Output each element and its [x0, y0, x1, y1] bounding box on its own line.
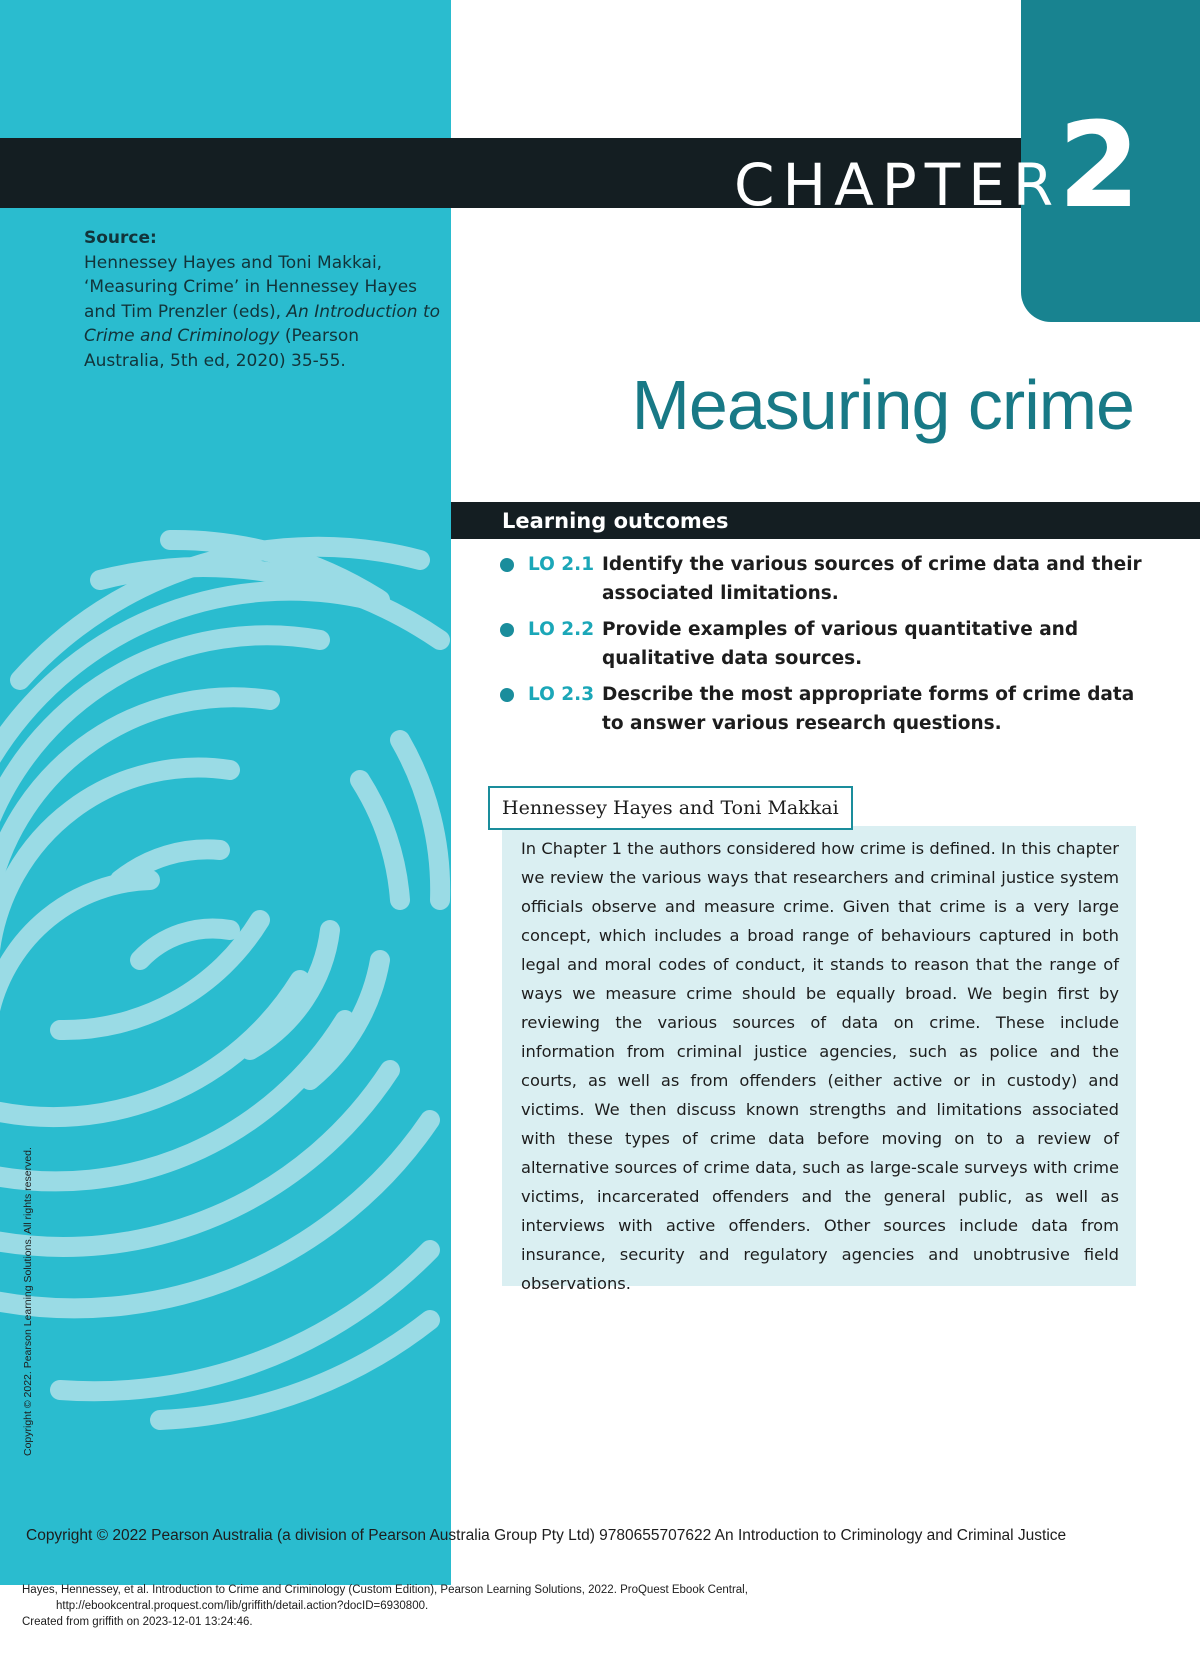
source-label: Source:: [84, 228, 157, 248]
intro-paragraph: In Chapter 1 the authors considered how crime is defined. In this chapter we review the various ways that researchers and criminal justice system officials observe and measure crime. Given that crime is a very large concept, which includes a broad range of behaviours captured in both legal and moral codes of conduct, it stands to reason that the range of ways we measure crime should be equally broad. We begin first by reviewing the various sources of data on crime. These include information from criminal justice agencies, such as police and the courts, as well as from offenders (either active or in custody) and victims. We then discuss known strengths and limitations associated with these types of crime data before moving on to a review of alternative sources of crime data, such as large-scale surveys with crime victims, incarcerated offenders and the general public, as well as interviews with active offenders. Other sources include data from insurance, security and regulatory agencies and unobtrusive field observations.: [521, 839, 1119, 1293]
source-text-start: Hennessey Hayes and Toni Makkai, ‘Measuring Crime’ in Hennessey Hayes and Tim Prenzler (eds),: [84, 252, 418, 322]
bullet-icon: [500, 623, 514, 637]
lo-code: LO 2.2: [528, 619, 595, 640]
bullet-icon: [500, 688, 514, 702]
chapter-title: Measuring crime: [631, 366, 1134, 444]
lo-code: LO 2.3: [528, 684, 595, 705]
citation-line: Hayes, Hennessey, et al. Introduction to Crime and Criminology (Custom Edition), Pearson Learning Solutions, 2022. ProQuest Ebook Central,: [22, 1584, 748, 1596]
bullet-icon: [500, 558, 514, 572]
side-copyright-notice: Copyright © 2022. Pearson Learning Solutions. All rights reserved.: [22, 1147, 34, 1456]
citation-link[interactable]: http://ebookcentral.proquest.com/lib/griffith/detail.action?docID=6930800.: [56, 1600, 429, 1612]
lo-text: Provide examples of various quantitative and qualitative data sources.: [602, 619, 1079, 669]
author-byline: Hennessey Hayes and Toni Makkai: [488, 786, 853, 830]
lo-text: Identify the various sources of crime data and their associated limitations.: [602, 554, 1142, 604]
learning-outcomes-list: [500, 550, 1150, 745]
chapter-label: CHAPTER: [734, 151, 1062, 219]
footer-copyright: Copyright © 2022 Pearson Australia (a division of Pearson Australia Group Pty Ltd) 9780655707622 An Introduction to Criminology and Criminal Justice: [26, 1527, 1067, 1544]
list-item: [500, 615, 1150, 673]
lo-code: LO 2.1: [528, 554, 595, 575]
list-item: [500, 550, 1150, 608]
learning-outcomes-heading: Learning outcomes: [502, 509, 729, 533]
citation-created: Created from griffith on 2023-12-01 13:24:46.: [22, 1616, 253, 1628]
footer-citation: [22, 1582, 748, 1630]
source-text-end: (Pearson Australia, 5th ed, 2020) 35-55.: [84, 326, 360, 371]
source-block: [84, 226, 444, 373]
chapter-number: 2: [1058, 96, 1141, 234]
lo-text: Describe the most appropriate forms of crime data to answer various research questions.: [602, 684, 1135, 734]
source-text: [84, 251, 444, 374]
source-book-title: An Introduction to Crime and Criminology: [84, 301, 441, 346]
list-item: [500, 680, 1150, 738]
